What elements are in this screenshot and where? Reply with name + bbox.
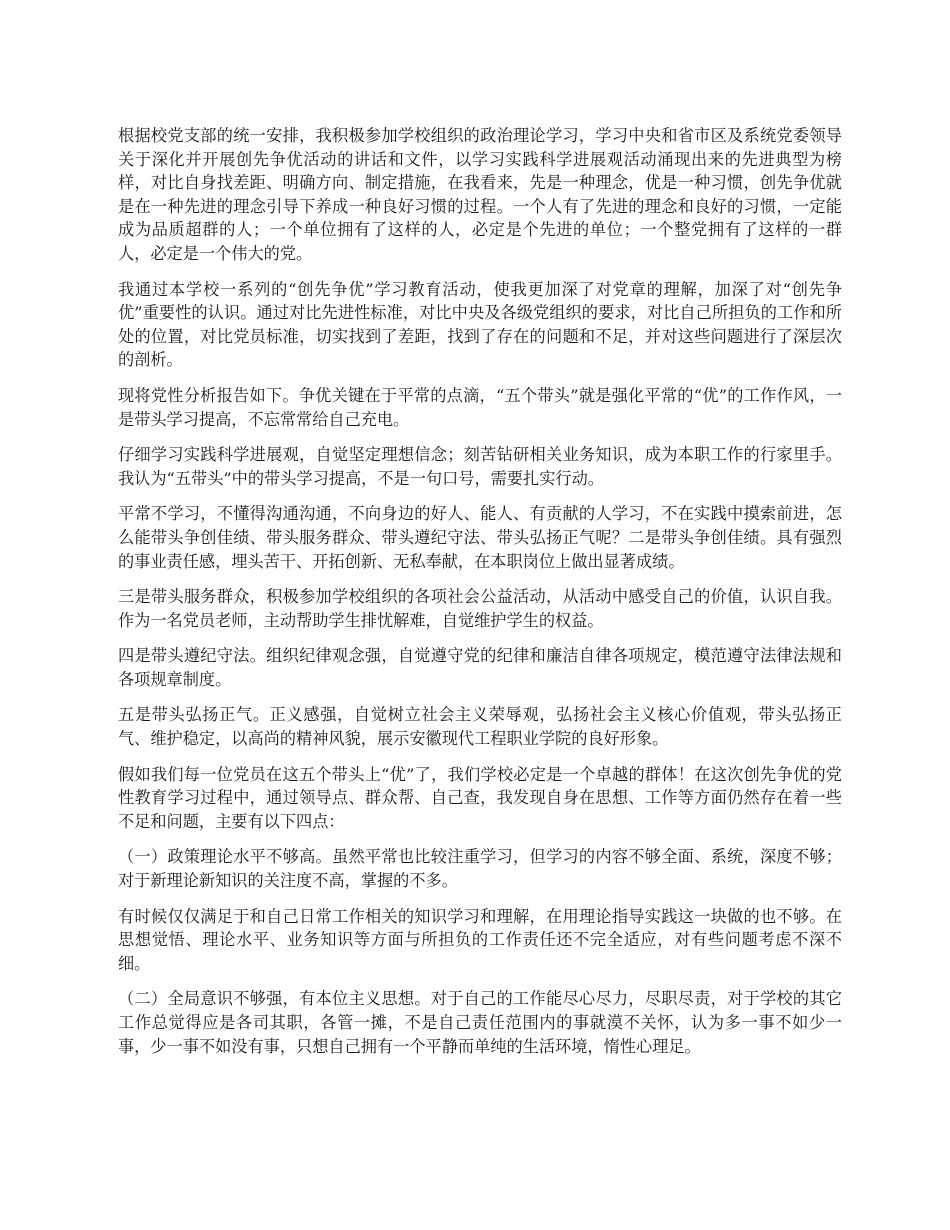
paragraph-obey-law: 四是带头遵纪守法。组织纪律观念强，自觉遵守党的纪律和廉洁自律各项规定，模范遵守法律法规和各项规章制度。: [118, 646, 842, 689]
paragraph-point-one: （一）政策理论水平不够高。虽然平常也比较注重学习，但学习的内容不够全面、系统，深度不够；对于新理论新知识的关注度不高，掌握的不多。: [118, 847, 842, 891]
paragraph-point-one-detail: 有时候仅仅满足于和自己日常工作相关的知识学习和理解，在用理论指导实践这一块做的也不够。在思想觉悟、理论水平、业务知识等方面与所担负的工作责任还不完全适应，对有些问题考虑不深不细。: [118, 906, 842, 973]
document-body: [118, 124, 842, 1070]
paragraph-promote-righteousness: 五是带头弘扬正气。正义感强，自觉树立社会主义荣辱观，弘扬社会主义核心价值观，带头弘扬正气、维护稳定，以高尚的精神风貌，展示安徽现代工程职业学院的良好形象。: [118, 705, 842, 749]
paragraph-point-two: （二）全局意识不够强，有本位主义思想。对于自己的工作能尽心尽力，尽职尽责，对于学校的其它工作总觉得应是各司其职，各管一摊，不是自己责任范围内的事就漠不关怀，认为多一事不如少一事，少一事不如没有事，只想自己拥有一个平静而单纯的生活环境，惰性心理足。: [118, 989, 842, 1056]
paragraph-report-intro: 现将党性分析报告如下。争优关键在于平常的点滴，“五个带头”就是强化平常的“优”的工作作风，一是带头学习提高，不忘常常给自己充电。: [118, 385, 842, 429]
paragraph-learning-activities: 我通过本学校一系列的“创先争优”学习教育活动，使我更加深了对党章的理解，加深了对“创先争优”重要性的认识。通过对比先进性标准，对比中央及各级党组织的要求，对比自己所担负的工作和所处的位置，对比党员标准，切实找到了差距，找到了存在的问题和不足，并对这些问题进行了深层次的剖析。: [118, 279, 842, 370]
paragraph-intro: 根据校党支部的统一安排，我积极参加学校组织的政治理论学习，学习中央和省市区及系统党委领导关于深化并开展创先争优活动的讲话和文件，以学习实践科学进展观活动涌现出来的先进典型为榜样，对比自身找差距、明确方向、制定措施，在我看来，先是一种理念，优是一种习惯，创先争优就是在一种先进的理念引导下养成一种良好习惯的过程。一个人有了先进的理念和良好的习惯，一定能成为品质超群的人；一个单位拥有了这样的人，必定是个先进的单位；一个整党拥有了这样的一群人，必定是一个伟大的党。: [118, 126, 842, 263]
paragraph-serve-masses: 三是带头服务群众，积极参加学校组织的各项社会公益活动，从活动中感受自己的价值，认识自我。作为一名党员老师，主动帮助学生排忧解难，自觉维护学生的权益。: [118, 587, 842, 630]
paragraph-shortcomings-intro: 假如我们每一位党员在这五个带头上“优”了，我们学校必定是一个卓越的群体！在这次创先争优的党性教育学习过程中，通过领导点、群众帮、自己查，我发现自身在思想、工作等方面仍然存在着一些不足和问题，主要有以下四点：: [118, 764, 842, 831]
paragraph-lead-achievement: 平常不学习，不懂得沟通沟通，不向身边的好人、能人、有贡献的人学习，不在实践中摸索前进，怎么能带头争创佳绩、带头服务群众、带头遵纪守法、带头弘扬正气呢？二是带头争创佳绩。具有强烈的事业责任感，埋头苦干、开拓创新、无私奉献，在本职岗位上做出显著成绩。: [118, 504, 842, 571]
paragraph-study-practice: 仔细学习实践科学进展观，自觉坚定理想信念；刻苦钻研相关业务知识，成为本职工作的行家里手。我认为“五带头”中的带头学习提高，不是一句口号，需要扎实行动。: [118, 445, 842, 488]
